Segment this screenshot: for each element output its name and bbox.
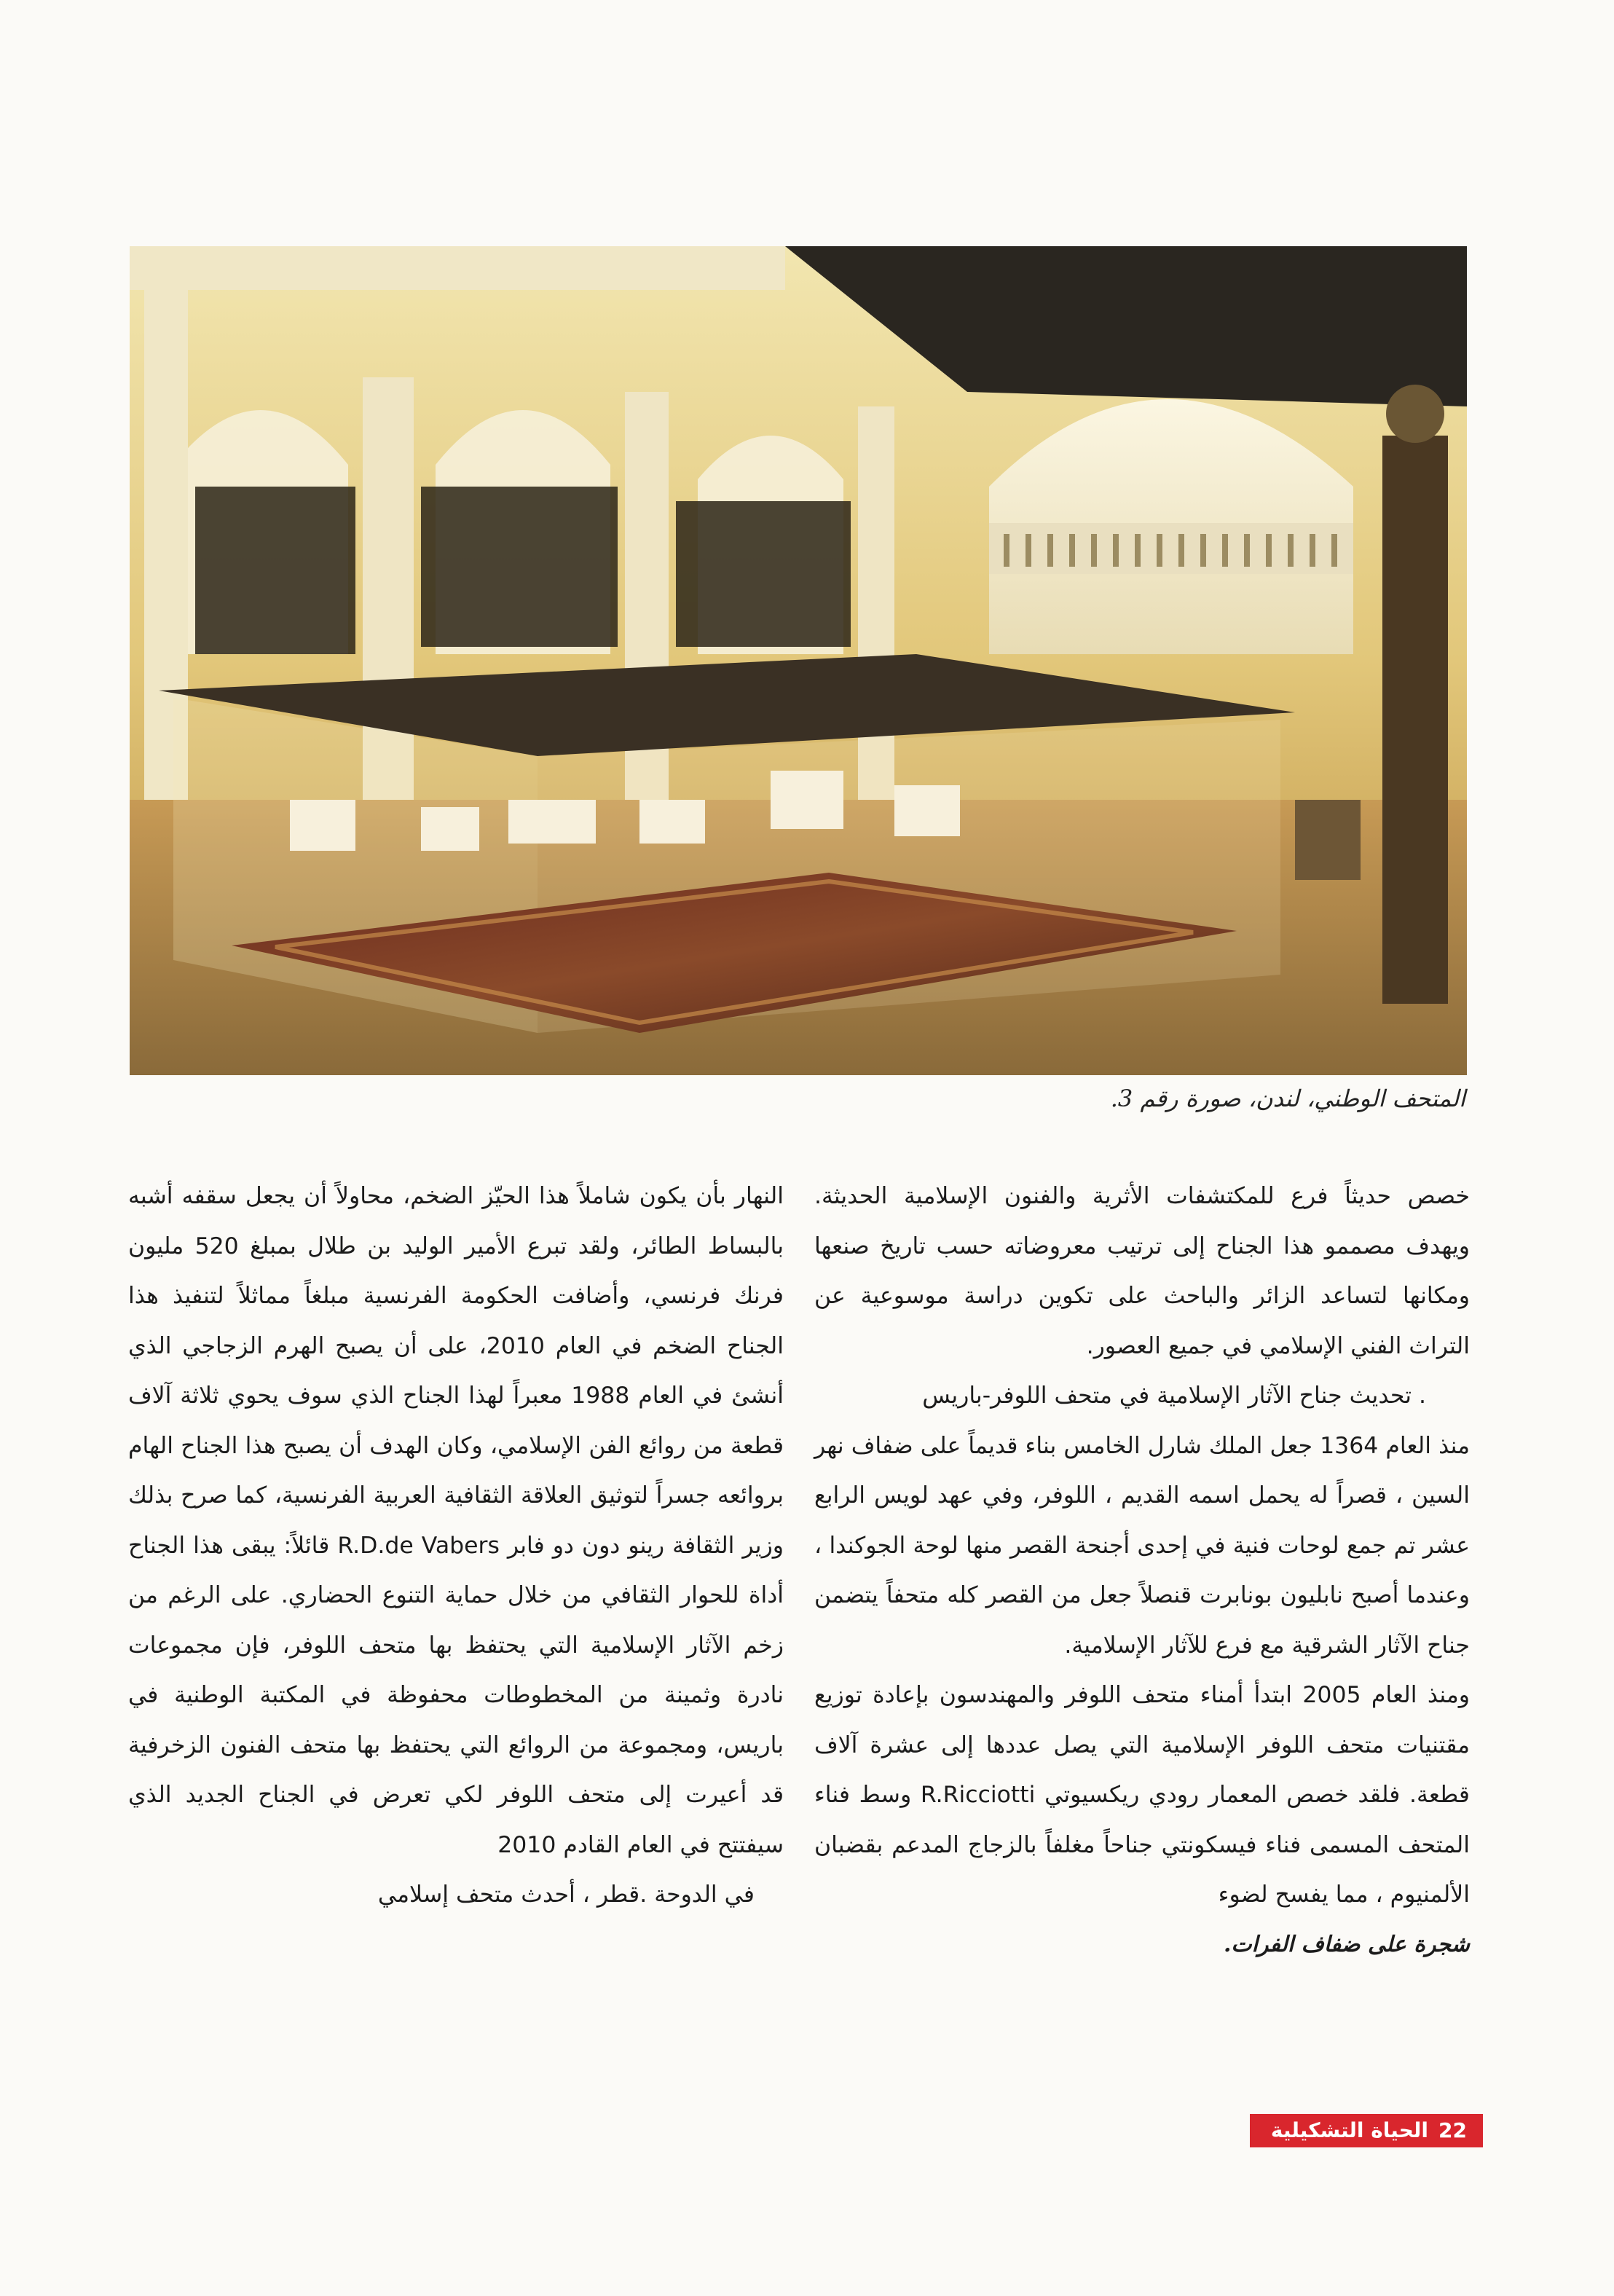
article-left-column <box>128 1171 784 1920</box>
photo-caption: المتحف الوطني، لندن، صورة رقم 3. <box>1110 1085 1465 1112</box>
article-right-column <box>814 1171 1470 1970</box>
museum-hall-illustration <box>130 246 1467 1075</box>
page-number: 22 <box>1438 2118 1467 2142</box>
article-signature: شجرة على ضفاف الفرات. <box>1223 1931 1470 1957</box>
paragraph-doha: في الدوحة .قطر ، أحدث متحف إسلامي <box>377 1882 755 1908</box>
section-heading: . تحديث جناح الآثار الإسلامية في متحف اللوفر-باريس <box>922 1383 1426 1409</box>
paragraph-intro: خصص حديثاً فرع للمكتشفات الأثرية والفنون الإسلامية الحديثة. ويهدف مصممو هذا الجناح إلى ترتيب معروضاته حسب تاريخ صنعها ومكانها لتساعد الزائر والباحث على تكوين دراسة موسوعية عن التراث الفني الإسلامي في جميع العصور. <box>814 1183 1470 1359</box>
magazine-name: الحياة التشكيلية <box>1270 2118 1429 2142</box>
paragraph-louvre-2005: ومنذ العام 2005 ابتدأ أمناء متحف اللوفر والمهندسون بإعادة توزيع مقتنيات متحف اللوفر الإسلامية التي يصل عددها إلى عشرة آلاف قطعة. فلقد خصص المعمار رودي ريكسيوتي R.Ricciotti وسط فناء المتحف المسمى فناء فيسكونتي جناحاً مغلفاً بالزجاج المدعم بقضبان الألمنيوم ، مما يفسح لضوء <box>814 1682 1471 1908</box>
museum-photo <box>130 246 1467 1075</box>
page-footer <box>1250 2114 1483 2147</box>
paragraph-continuation: النهار بأن يكون شاملاً هذا الحيّز الضخم، محاولاً أن يجعل سقفه أشبه بالبساط الطائر، ولقد تبرع الأمير الوليد بن طلال بمبلغ 520 مليون فرنك فرنسي، وأضافت الحكومة الفرنسية مبلغاً مماثلاً لتنفيذ هذا الجناح الضخم في العام 2010، على أن يصبح الهرم الزجاجي الذي أنشئ في العام 1988 معبراً لهذا الجناح الذي سوف يحوي ثلاثة آلاف قطعة من روائع الفن الإسلامي، وكان الهدف أن يصبح هذا الجناح الهام بروائعه جسراً لتوثيق العلاقة الثقافية العربية الفرنسية، كما صرح بذلك وزير الثقافة رينو دون دو فابر R.D.de Vabers قائلاً: يبقى هذا الجناح أداة للحوار الثقافي من خلال حماية التنوع الحضاري. على الرغم من زخم الآثار الإسلامية التي يحتفظ بها متحف اللوفر، فإن مجموعات نادرة وثمينة من المخطوطات محفوظة في المكتبة الوطنية في باريس، ومجموعة من الروائع التي يحتفظ بها متحف الفنون الزخرفية قد أعيرت إلى متحف اللوفر لكي تعرض في الجناح الجديد الذي سيفتتح في العام القادم 2010 <box>128 1183 784 1858</box>
paragraph-louvre-history: منذ العام 1364 جعل الملك شارل الخامس بناء قديماً على ضفاف نهر السين ، قصراً له يحمل اسمه القديم ، اللوفر، وفي عهد لويس الرابع عشر تم جمع لوحات فنية في إحدى أجنحة القصر منها لوحة الجوكندا ، وعندما أصبح نابليون بونابرت قنصلاً جعل من القصر كله متحفاً يتضمن جناح الآثار الشرقية مع فرع للآثار الإسلامية. <box>814 1432 1470 1659</box>
